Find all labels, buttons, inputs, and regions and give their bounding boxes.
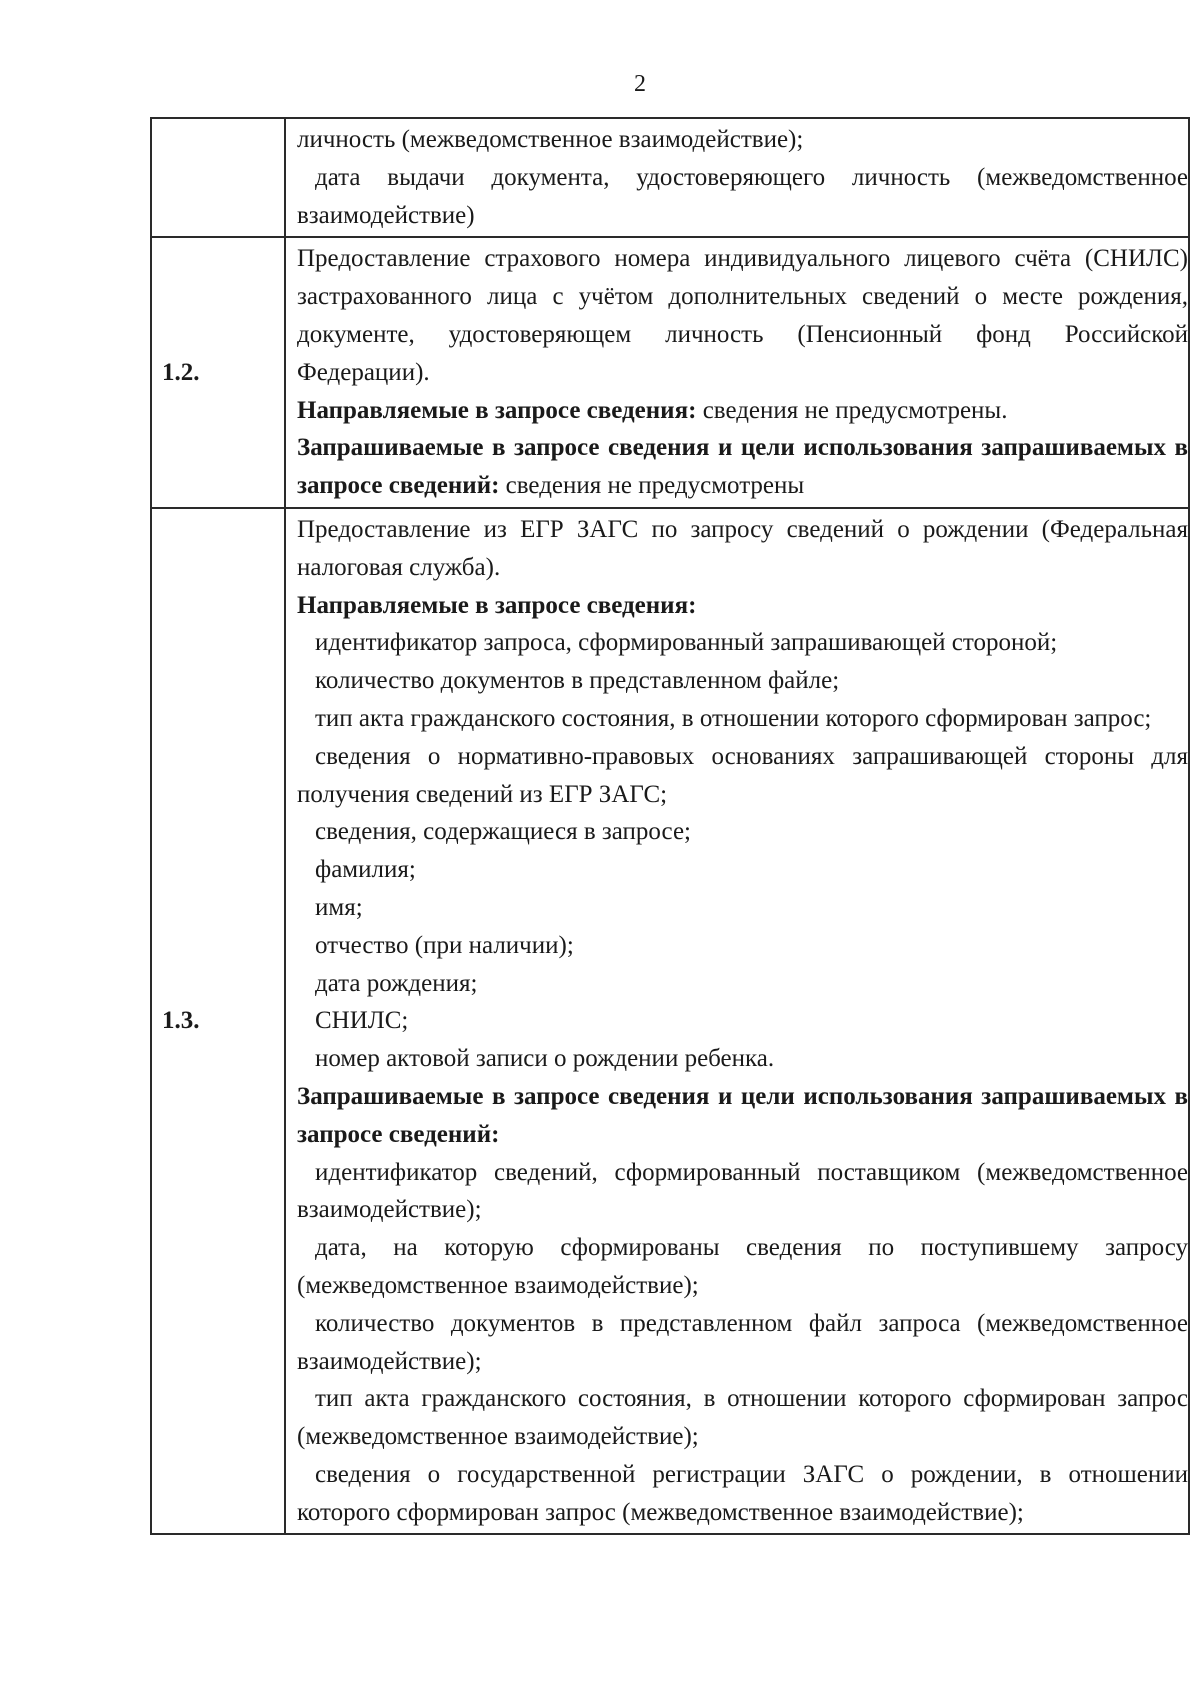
table-row [151,118,1189,237]
table-body [151,118,1189,1534]
bold-heading: Направляемые в запросе сведения: [297,396,697,424]
paragraph-text: дата рождения; [315,969,478,997]
paragraph-text: номер актовой записи о рождении ребенка. [315,1045,775,1073]
paragraph-text: Предоставление страхового номера индивидуального лицевого счёта (СНИЛС) застрахованного лица с учётом дополнительных сведений о месте рождения, документе, удостоверяющем личность (Пенсионный фонд Российской Федерации). [297,245,1188,386]
paragraph-text: Предоставление из ЕГР ЗАГС по запросу сведений о рождении (Федеральная налоговая служба). [297,515,1188,581]
paragraph [297,738,1188,814]
paragraph [297,889,1188,927]
row-content [285,118,1189,237]
paragraph-text: идентификатор сведений, сформированный поставщиком (межведомственное взаимодействие); [297,1158,1188,1224]
paragraph-text: дата выдачи документа, удостоверяющего личность (межведомственное взаимодействие) [297,163,1188,229]
paragraph [297,240,1188,391]
table-row [151,237,1189,508]
paragraph-text: отчество (при наличии); [315,931,574,959]
paragraph-text: количество документов в представленном файл запроса (межведомственное взаимодействие); [297,1309,1188,1375]
page-number: 2 [634,71,646,97]
paragraph-text: личность (межведомственное взаимодействие); [297,126,804,153]
paragraph-text: дата, на которую сформированы сведения по поступившему запросу (межведомственное взаимодействие); [297,1234,1188,1299]
paragraph [297,700,1188,738]
paragraph-text: количество документов в представленном файле; [315,667,840,695]
paragraph-text: идентификатор запроса, сформированный запрашивающей стороной; [315,629,1058,657]
paragraph [297,1456,1188,1532]
requirements-table [150,117,1190,1535]
paragraph [297,1154,1188,1230]
paragraph [297,927,1188,965]
paragraph [297,392,1188,430]
paragraph [297,121,1188,159]
row-number: 1.2. [151,237,285,508]
paragraph [297,813,1188,851]
paragraph [297,851,1188,889]
paragraph [297,1305,1188,1381]
paragraph-text: сведения не предусмотрены [499,472,805,500]
row-number [151,118,285,237]
row-content [285,508,1189,1535]
paragraph [297,1380,1188,1456]
paragraph [297,1040,1188,1078]
table-row [151,508,1189,1535]
paragraph-text: тип акта гражданского состояния, в отношении которого сформирован запрос (межведомственное взаимодействие); [297,1385,1188,1451]
bold-heading: Запрашиваемые в запросе сведения и цели использования запрашиваемых в запросе сведений: [297,1082,1188,1148]
paragraph [297,1002,1188,1040]
paragraph-text: сведения не предусмотрены. [696,396,1008,424]
paragraph [297,662,1188,700]
row-content [285,237,1189,508]
paragraph [297,965,1188,1003]
paragraph [297,587,1188,625]
paragraph [297,1229,1188,1305]
bold-heading: Запрашиваемые в запросе сведения и цели использования запрашиваемых в запросе сведений: [297,434,1188,500]
bold-heading: Направляемые в запросе сведения: [297,591,697,619]
paragraph-text: имя; [315,893,363,921]
paragraph-text: сведения о государственной регистрации ЗАГС о рождении, в отношении которого сформирован запрос (межведомственное взаимодействие); [297,1460,1188,1526]
paragraph [297,1078,1188,1154]
paragraph-text: сведения, содержащиеся в запросе; [315,818,691,846]
paragraph-text: сведения о нормативно-правовых основаниях запрашивающей стороны для получения сведений из ЕГР ЗАГС; [297,742,1188,808]
paragraph-text: СНИЛС; [315,1007,409,1035]
paragraph [297,624,1188,662]
paragraph [297,159,1188,235]
paragraph [297,511,1188,587]
paragraph [297,429,1188,505]
row-number: 1.3. [151,508,285,1535]
paragraph-text: тип акта гражданского состояния, в отношении которого сформирован запрос; [315,704,1152,732]
paragraph-text: фамилия; [315,856,416,884]
